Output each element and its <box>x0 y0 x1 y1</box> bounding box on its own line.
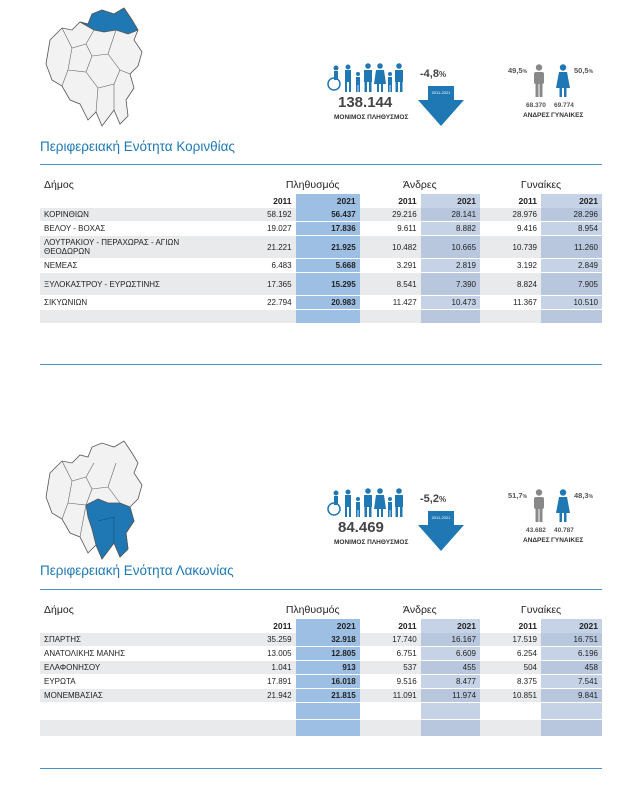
change-period: 2011-2021 <box>431 90 451 95</box>
table-row-empty <box>40 703 602 720</box>
table-row: ΜΟΝΕΜΒΑΣΙΑΣ 21.942 21.815 11.091 11.974 10.851 9.841 <box>40 689 602 703</box>
population-label: ΜΟΝΙΜΟΣ ΠΛΗΘΥΣΜΟΣ <box>334 114 409 121</box>
men-count: 43.682 <box>526 527 546 534</box>
women-count: 69.774 <box>554 102 574 109</box>
woman-icon <box>556 489 570 523</box>
header-year: 2011 <box>273 621 292 631</box>
men-label: ΑΝΔΡΕΣ <box>523 112 550 119</box>
women-label: ΓΥΝΑΙΚΕΣ <box>551 537 584 544</box>
header-population: Πληθυσμός <box>285 179 340 191</box>
region-title: Περιφερειακή Ενότητα Κορινθίας <box>40 139 235 154</box>
change-period: 2011-2021 <box>431 515 451 520</box>
people-group-icon <box>326 62 406 94</box>
man-icon <box>532 489 546 523</box>
total-population: 138.144 <box>338 94 393 111</box>
header-year: 2011 <box>273 196 292 206</box>
divider <box>40 364 602 365</box>
women-percent: 48,3% <box>574 491 594 500</box>
section-korinthia <box>0 0 643 380</box>
header-year: 2021 <box>421 194 480 208</box>
table-row: ΣΙΚΥΩΝΙΩΝ 22.794 20.983 11.427 10.473 11.367 10.510 <box>40 296 602 310</box>
table-row: ΑΝΑΤΟΛΙΚΗΣ ΜΑΝΗΣ 13.005 12.805 6.751 6.609 6.254 6.196 <box>40 647 602 661</box>
divider <box>40 768 602 769</box>
people-group-icon <box>326 487 406 519</box>
men-count: 68.370 <box>526 102 546 109</box>
table-row: ΞΥΛΟΚΑΣΤΡΟΥ - ΕΥΡΩΣΤΙΝΗΣ 17.365 15.295 8.541 7.390 8.824 7.905 <box>40 273 602 296</box>
women-count: 40.787 <box>554 527 574 534</box>
population-stats <box>326 487 606 557</box>
divider <box>40 164 602 165</box>
table-row: ΕΛΑΦΟΝΗΣΟΥ 1.041 913 537 455 504 458 <box>40 661 602 675</box>
header-population: Πληθυσμός <box>285 604 340 616</box>
population-stats <box>326 62 606 132</box>
table-row-empty <box>40 720 602 737</box>
header-year: 2021 <box>421 619 480 633</box>
gender-stats <box>506 62 606 132</box>
men-percent: 49,5% <box>508 66 528 75</box>
down-arrow-icon <box>418 86 464 126</box>
women-percent: 50,5% <box>574 66 594 75</box>
table-row: ΛΟΥΤΡΑΚΙΟΥ - ΠΕΡΑΧΩΡΑΣ - ΑΓΙΩΝ ΘΕΟΔΩΡΩΝ 21.221 21.925 10.482 10.665 10.739 11.260 <box>40 236 602 259</box>
population-change: -4,8% <box>420 68 447 80</box>
population-table-korinthia <box>40 176 602 324</box>
women-label: ΓΥΝΑΙΚΕΣ <box>551 112 584 119</box>
total-population: 84.469 <box>338 519 384 536</box>
man-icon <box>532 64 546 98</box>
header-municipality: Δήμος <box>44 604 74 616</box>
peloponnese-map-lakonia <box>42 433 162 573</box>
header-year: 2011 <box>398 621 417 631</box>
men-label: ΑΝΔΡΕΣ <box>523 537 550 544</box>
header-men: Άνδρες <box>403 604 437 616</box>
divider <box>40 589 602 590</box>
header-municipality: Δήμος <box>44 179 74 191</box>
gender-stats <box>506 487 606 557</box>
woman-icon <box>556 64 570 98</box>
table-row: ΝΕΜΕΑΣ 6.483 5.668 3.291 2.819 3.192 2.849 <box>40 259 602 273</box>
population-change: -5,2% <box>420 493 447 505</box>
header-year: 2011 <box>518 196 537 206</box>
table-row: ΚΟΡΙΝΘΙΩΝ 58.192 56.437 29.216 28.141 28.976 28.296 <box>40 208 602 222</box>
section-lakonia <box>0 425 643 805</box>
population-label: ΜΟΝΙΜΟΣ ΠΛΗΘΥΣΜΟΣ <box>334 539 409 546</box>
down-arrow-icon <box>418 511 464 551</box>
header-year: 2021 <box>541 194 602 208</box>
header-men: Άνδρες <box>403 179 437 191</box>
population-table-lakonia <box>40 601 602 737</box>
header-women: Γυναίκες <box>520 179 562 191</box>
peloponnese-map-korinthia <box>42 0 162 140</box>
header-year: 2021 <box>296 619 360 633</box>
header-year: 2021 <box>296 194 360 208</box>
header-year: 2011 <box>518 621 537 631</box>
table-row-empty <box>40 310 602 324</box>
table-row: ΣΠΑΡΤΗΣ 35.259 32.918 17.740 16.167 17.519 16.751 <box>40 633 602 647</box>
men-percent: 51,7% <box>508 491 528 500</box>
header-year: 2021 <box>541 619 602 633</box>
region-title: Περιφερειακή Ενότητα Λακωνίας <box>40 563 234 578</box>
table-row: ΒΕΛΟΥ - ΒΟΧΑΣ 19.027 17.836 9.611 8.882 9.416 8.954 <box>40 222 602 236</box>
header-year: 2011 <box>398 196 417 206</box>
table-row: ΕΥΡΩΤΑ 17.891 16.018 9.516 8.477 8.375 7.541 <box>40 675 602 689</box>
header-women: Γυναίκες <box>520 604 562 616</box>
